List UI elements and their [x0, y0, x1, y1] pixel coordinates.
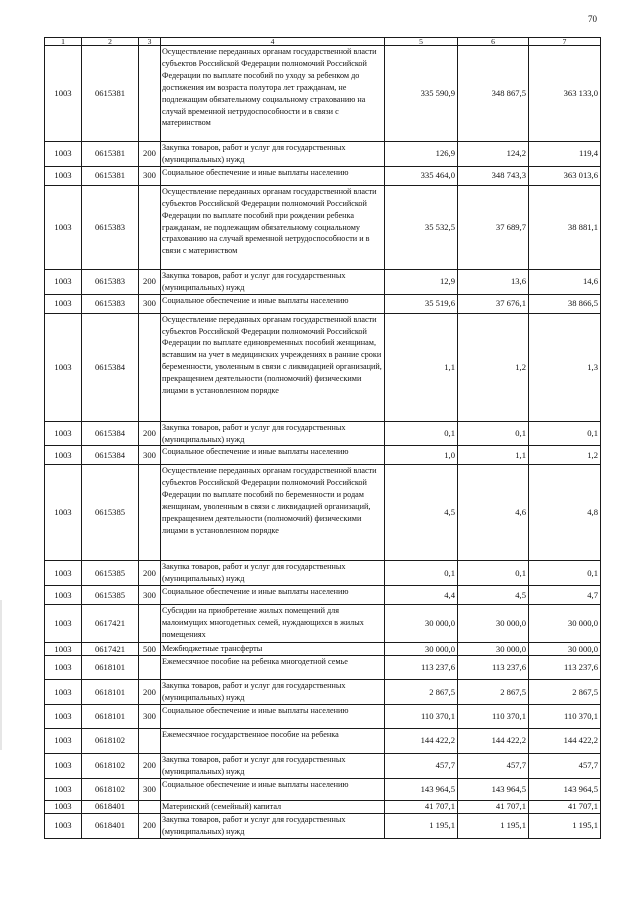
amount-year-2: 348 867,5	[458, 46, 529, 142]
col-header-7: 7	[529, 38, 601, 46]
section-code: 1003	[45, 561, 82, 586]
section-code: 1003	[45, 446, 82, 465]
expense-type-code: 500	[139, 643, 161, 656]
target-article-code: 0617421	[82, 605, 139, 643]
scan-edge-shadow	[0, 600, 2, 750]
expense-type-code: 300	[139, 166, 161, 185]
amount-year-3: 0,1	[529, 561, 601, 586]
section-code: 1003	[45, 185, 82, 269]
amount-year-3: 4,7	[529, 586, 601, 605]
amount-year-1: 35 532,5	[385, 185, 458, 269]
table-row	[45, 294, 601, 313]
amount-year-2: 113 237,6	[458, 656, 529, 680]
item-name: Закупка товаров, работ и услуг для государственных (муниципальных) нужд	[161, 813, 385, 838]
amount-year-2: 37 689,7	[458, 185, 529, 269]
amount-year-3: 143 964,5	[529, 778, 601, 800]
item-name: Социальное обеспечение и иные выплаты населению	[161, 446, 385, 465]
item-name: Межбюджетные трансферты	[161, 643, 385, 656]
amount-year-3: 1,3	[529, 313, 601, 421]
col-header-5: 5	[385, 38, 458, 46]
amount-year-3: 14,6	[529, 269, 601, 294]
item-name: Ежемесячное пособие на ребенка многодетной семье	[161, 656, 385, 680]
amount-year-3: 113 237,6	[529, 656, 601, 680]
table-row	[45, 446, 601, 465]
amount-year-2: 13,6	[458, 269, 529, 294]
expense-type-code: 300	[139, 586, 161, 605]
table-row	[45, 465, 601, 561]
table-row	[45, 313, 601, 421]
table-row	[45, 185, 601, 269]
amount-year-3: 41 707,1	[529, 800, 601, 813]
expense-type-code: 200	[139, 269, 161, 294]
section-code: 1003	[45, 778, 82, 800]
amount-year-3: 38 866,5	[529, 294, 601, 313]
column-number-row	[45, 38, 601, 46]
item-name: Закупка товаров, работ и услуг для государственных (муниципальных) нужд	[161, 142, 385, 167]
amount-year-1: 1,1	[385, 313, 458, 421]
amount-year-3: 0,1	[529, 421, 601, 446]
target-article-code: 0615384	[82, 421, 139, 446]
item-name: Осуществление переданных органам государственной власти субъектов Российской Федерации полномочий Российской Федерации по выплате пособий по уходу за ребенком до достижения им возраста полутора лет гражданам, не подлежащим обязательному социальному страхованию на случай временной нетрудоспособности и в связи с материнством	[161, 46, 385, 142]
amount-year-3: 1 195,1	[529, 813, 601, 838]
expense-type-code: 200	[139, 561, 161, 586]
table-row	[45, 586, 601, 605]
amount-year-1: 1,0	[385, 446, 458, 465]
amount-year-3: 144 422,2	[529, 728, 601, 753]
expense-type-code: 200	[139, 680, 161, 705]
amount-year-3: 110 370,1	[529, 704, 601, 728]
section-code: 1003	[45, 142, 82, 167]
item-name: Субсидии на приобретение жилых помещений для малоимущих многодетных семей, нуждающихся в жилых помещениях	[161, 605, 385, 643]
section-code: 1003	[45, 313, 82, 421]
expense-type-code: 300	[139, 704, 161, 728]
amount-year-1: 335 464,0	[385, 166, 458, 185]
amount-year-3: 457,7	[529, 753, 601, 778]
amount-year-3: 363 013,6	[529, 166, 601, 185]
amount-year-2: 30 000,0	[458, 643, 529, 656]
target-article-code: 0615385	[82, 586, 139, 605]
amount-year-3: 363 133,0	[529, 46, 601, 142]
item-name: Социальное обеспечение и иные выплаты населению	[161, 778, 385, 800]
target-article-code: 0615381	[82, 46, 139, 142]
amount-year-2: 4,6	[458, 465, 529, 561]
item-name: Социальное обеспечение и иные выплаты населению	[161, 586, 385, 605]
table-row	[45, 680, 601, 705]
expense-type-code	[139, 46, 161, 142]
amount-year-2: 1 195,1	[458, 813, 529, 838]
target-article-code: 0618102	[82, 778, 139, 800]
expense-type-code	[139, 465, 161, 561]
section-code: 1003	[45, 704, 82, 728]
section-code: 1003	[45, 294, 82, 313]
target-article-code: 0615383	[82, 269, 139, 294]
section-code: 1003	[45, 643, 82, 656]
amount-year-3: 30 000,0	[529, 605, 601, 643]
target-article-code: 0618101	[82, 680, 139, 705]
section-code: 1003	[45, 465, 82, 561]
amount-year-2: 110 370,1	[458, 704, 529, 728]
section-code: 1003	[45, 800, 82, 813]
expense-type-code: 300	[139, 446, 161, 465]
col-header-1: 1	[45, 38, 82, 46]
target-article-code: 0615384	[82, 313, 139, 421]
amount-year-1: 110 370,1	[385, 704, 458, 728]
amount-year-1: 30 000,0	[385, 643, 458, 656]
section-code: 1003	[45, 728, 82, 753]
amount-year-2: 0,1	[458, 421, 529, 446]
table-row	[45, 778, 601, 800]
table-row	[45, 46, 601, 142]
item-name: Закупка товаров, работ и услуг для государственных (муниципальных) нужд	[161, 269, 385, 294]
amount-year-1: 30 000,0	[385, 605, 458, 643]
expense-type-code: 300	[139, 778, 161, 800]
item-name: Закупка товаров, работ и услуг для государственных (муниципальных) нужд	[161, 680, 385, 705]
amount-year-1: 4,4	[385, 586, 458, 605]
target-article-code: 0615385	[82, 465, 139, 561]
section-code: 1003	[45, 269, 82, 294]
table-row	[45, 421, 601, 446]
table-row	[45, 643, 601, 656]
expense-type-code	[139, 728, 161, 753]
amount-year-2: 37 676,1	[458, 294, 529, 313]
target-article-code: 0615381	[82, 142, 139, 167]
expense-type-code: 200	[139, 813, 161, 838]
expense-type-code	[139, 185, 161, 269]
amount-year-2: 1,2	[458, 313, 529, 421]
target-article-code: 0615385	[82, 561, 139, 586]
expense-type-code: 200	[139, 753, 161, 778]
item-name: Осуществление переданных органам государственной власти субъектов Российской Федерации полномочий Российской Федерации по выплате единовременных пособий женщинам, вставшим на учет в медицинских учреждениях в ранние сроки беременности, уволенным в связи с ликвидацией организаций, прекращением деятельности (полномочий) физическими лицами в установленном порядке	[161, 313, 385, 421]
table-row	[45, 269, 601, 294]
amount-year-3: 2 867,5	[529, 680, 601, 705]
table-row	[45, 728, 601, 753]
expense-type-code	[139, 313, 161, 421]
amount-year-3: 1,2	[529, 446, 601, 465]
target-article-code: 0618101	[82, 656, 139, 680]
target-article-code: 0618101	[82, 704, 139, 728]
amount-year-1: 143 964,5	[385, 778, 458, 800]
expense-type-code: 300	[139, 294, 161, 313]
section-code: 1003	[45, 813, 82, 838]
amount-year-2: 348 743,3	[458, 166, 529, 185]
section-code: 1003	[45, 166, 82, 185]
amount-year-2: 41 707,1	[458, 800, 529, 813]
item-name: Осуществление переданных органам государственной власти субъектов Российской Федерации полномочий Российской Федерации по выплате пособий при рождении ребенка гражданам, не подлежащим обязательному социальному страхованию на случай временной нетрудоспособности и в связи с материнством	[161, 185, 385, 269]
amount-year-3: 4,8	[529, 465, 601, 561]
budget-table	[44, 37, 601, 839]
item-name: Социальное обеспечение и иные выплаты населению	[161, 704, 385, 728]
table-row	[45, 656, 601, 680]
item-name: Закупка товаров, работ и услуг для государственных (муниципальных) нужд	[161, 421, 385, 446]
expense-type-code: 200	[139, 421, 161, 446]
amount-year-1: 144 422,2	[385, 728, 458, 753]
target-article-code: 0615384	[82, 446, 139, 465]
item-name: Социальное обеспечение и иные выплаты населению	[161, 166, 385, 185]
target-article-code: 0615383	[82, 185, 139, 269]
amount-year-1: 1 195,1	[385, 813, 458, 838]
amount-year-1: 335 590,9	[385, 46, 458, 142]
table-row	[45, 561, 601, 586]
item-name: Ежемесячное государственное пособие на ребенка	[161, 728, 385, 753]
amount-year-1: 126,9	[385, 142, 458, 167]
section-code: 1003	[45, 46, 82, 142]
amount-year-3: 30 000,0	[529, 643, 601, 656]
col-header-6: 6	[458, 38, 529, 46]
item-name: Закупка товаров, работ и услуг для государственных (муниципальных) нужд	[161, 753, 385, 778]
item-name: Социальное обеспечение и иные выплаты населению	[161, 294, 385, 313]
amount-year-2: 143 964,5	[458, 778, 529, 800]
amount-year-1: 2 867,5	[385, 680, 458, 705]
table-row	[45, 800, 601, 813]
col-header-2: 2	[82, 38, 139, 46]
target-article-code: 0615381	[82, 166, 139, 185]
section-code: 1003	[45, 586, 82, 605]
table-row	[45, 605, 601, 643]
target-article-code: 0618102	[82, 753, 139, 778]
target-article-code: 0617421	[82, 643, 139, 656]
amount-year-1: 457,7	[385, 753, 458, 778]
section-code: 1003	[45, 680, 82, 705]
expense-type-code: 200	[139, 142, 161, 167]
expense-type-code	[139, 800, 161, 813]
table-row	[45, 166, 601, 185]
col-header-4: 4	[161, 38, 385, 46]
amount-year-1: 113 237,6	[385, 656, 458, 680]
expense-type-code	[139, 656, 161, 680]
amount-year-1: 0,1	[385, 561, 458, 586]
amount-year-3: 119,4	[529, 142, 601, 167]
amount-year-2: 30 000,0	[458, 605, 529, 643]
target-article-code: 0618401	[82, 813, 139, 838]
amount-year-1: 12,9	[385, 269, 458, 294]
amount-year-2: 2 867,5	[458, 680, 529, 705]
amount-year-1: 35 519,6	[385, 294, 458, 313]
amount-year-2: 124,2	[458, 142, 529, 167]
item-name: Закупка товаров, работ и услуг для государственных (муниципальных) нужд	[161, 561, 385, 586]
table-row	[45, 704, 601, 728]
expense-type-code	[139, 605, 161, 643]
section-code: 1003	[45, 421, 82, 446]
page-number: 70	[588, 14, 597, 24]
amount-year-2: 144 422,2	[458, 728, 529, 753]
col-header-3: 3	[139, 38, 161, 46]
item-name: Материнский (семейный) капитал	[161, 800, 385, 813]
amount-year-2: 4,5	[458, 586, 529, 605]
section-code: 1003	[45, 605, 82, 643]
table-row	[45, 142, 601, 167]
section-code: 1003	[45, 753, 82, 778]
table-row	[45, 813, 601, 838]
amount-year-1: 0,1	[385, 421, 458, 446]
amount-year-2: 1,1	[458, 446, 529, 465]
target-article-code: 0615383	[82, 294, 139, 313]
item-name: Осуществление переданных органам государственной власти субъектов Российской Федерации полномочий Российской Федерации по выплате пособий по беременности и родам женщинам, уволенным в связи с ликвидацией организаций, прекращением деятельности (полномочий) физическими лицами в установленном порядке	[161, 465, 385, 561]
target-article-code: 0618102	[82, 728, 139, 753]
amount-year-2: 0,1	[458, 561, 529, 586]
amount-year-3: 38 881,1	[529, 185, 601, 269]
amount-year-1: 41 707,1	[385, 800, 458, 813]
table-row	[45, 753, 601, 778]
amount-year-2: 457,7	[458, 753, 529, 778]
section-code: 1003	[45, 656, 82, 680]
target-article-code: 0618401	[82, 800, 139, 813]
amount-year-1: 4,5	[385, 465, 458, 561]
